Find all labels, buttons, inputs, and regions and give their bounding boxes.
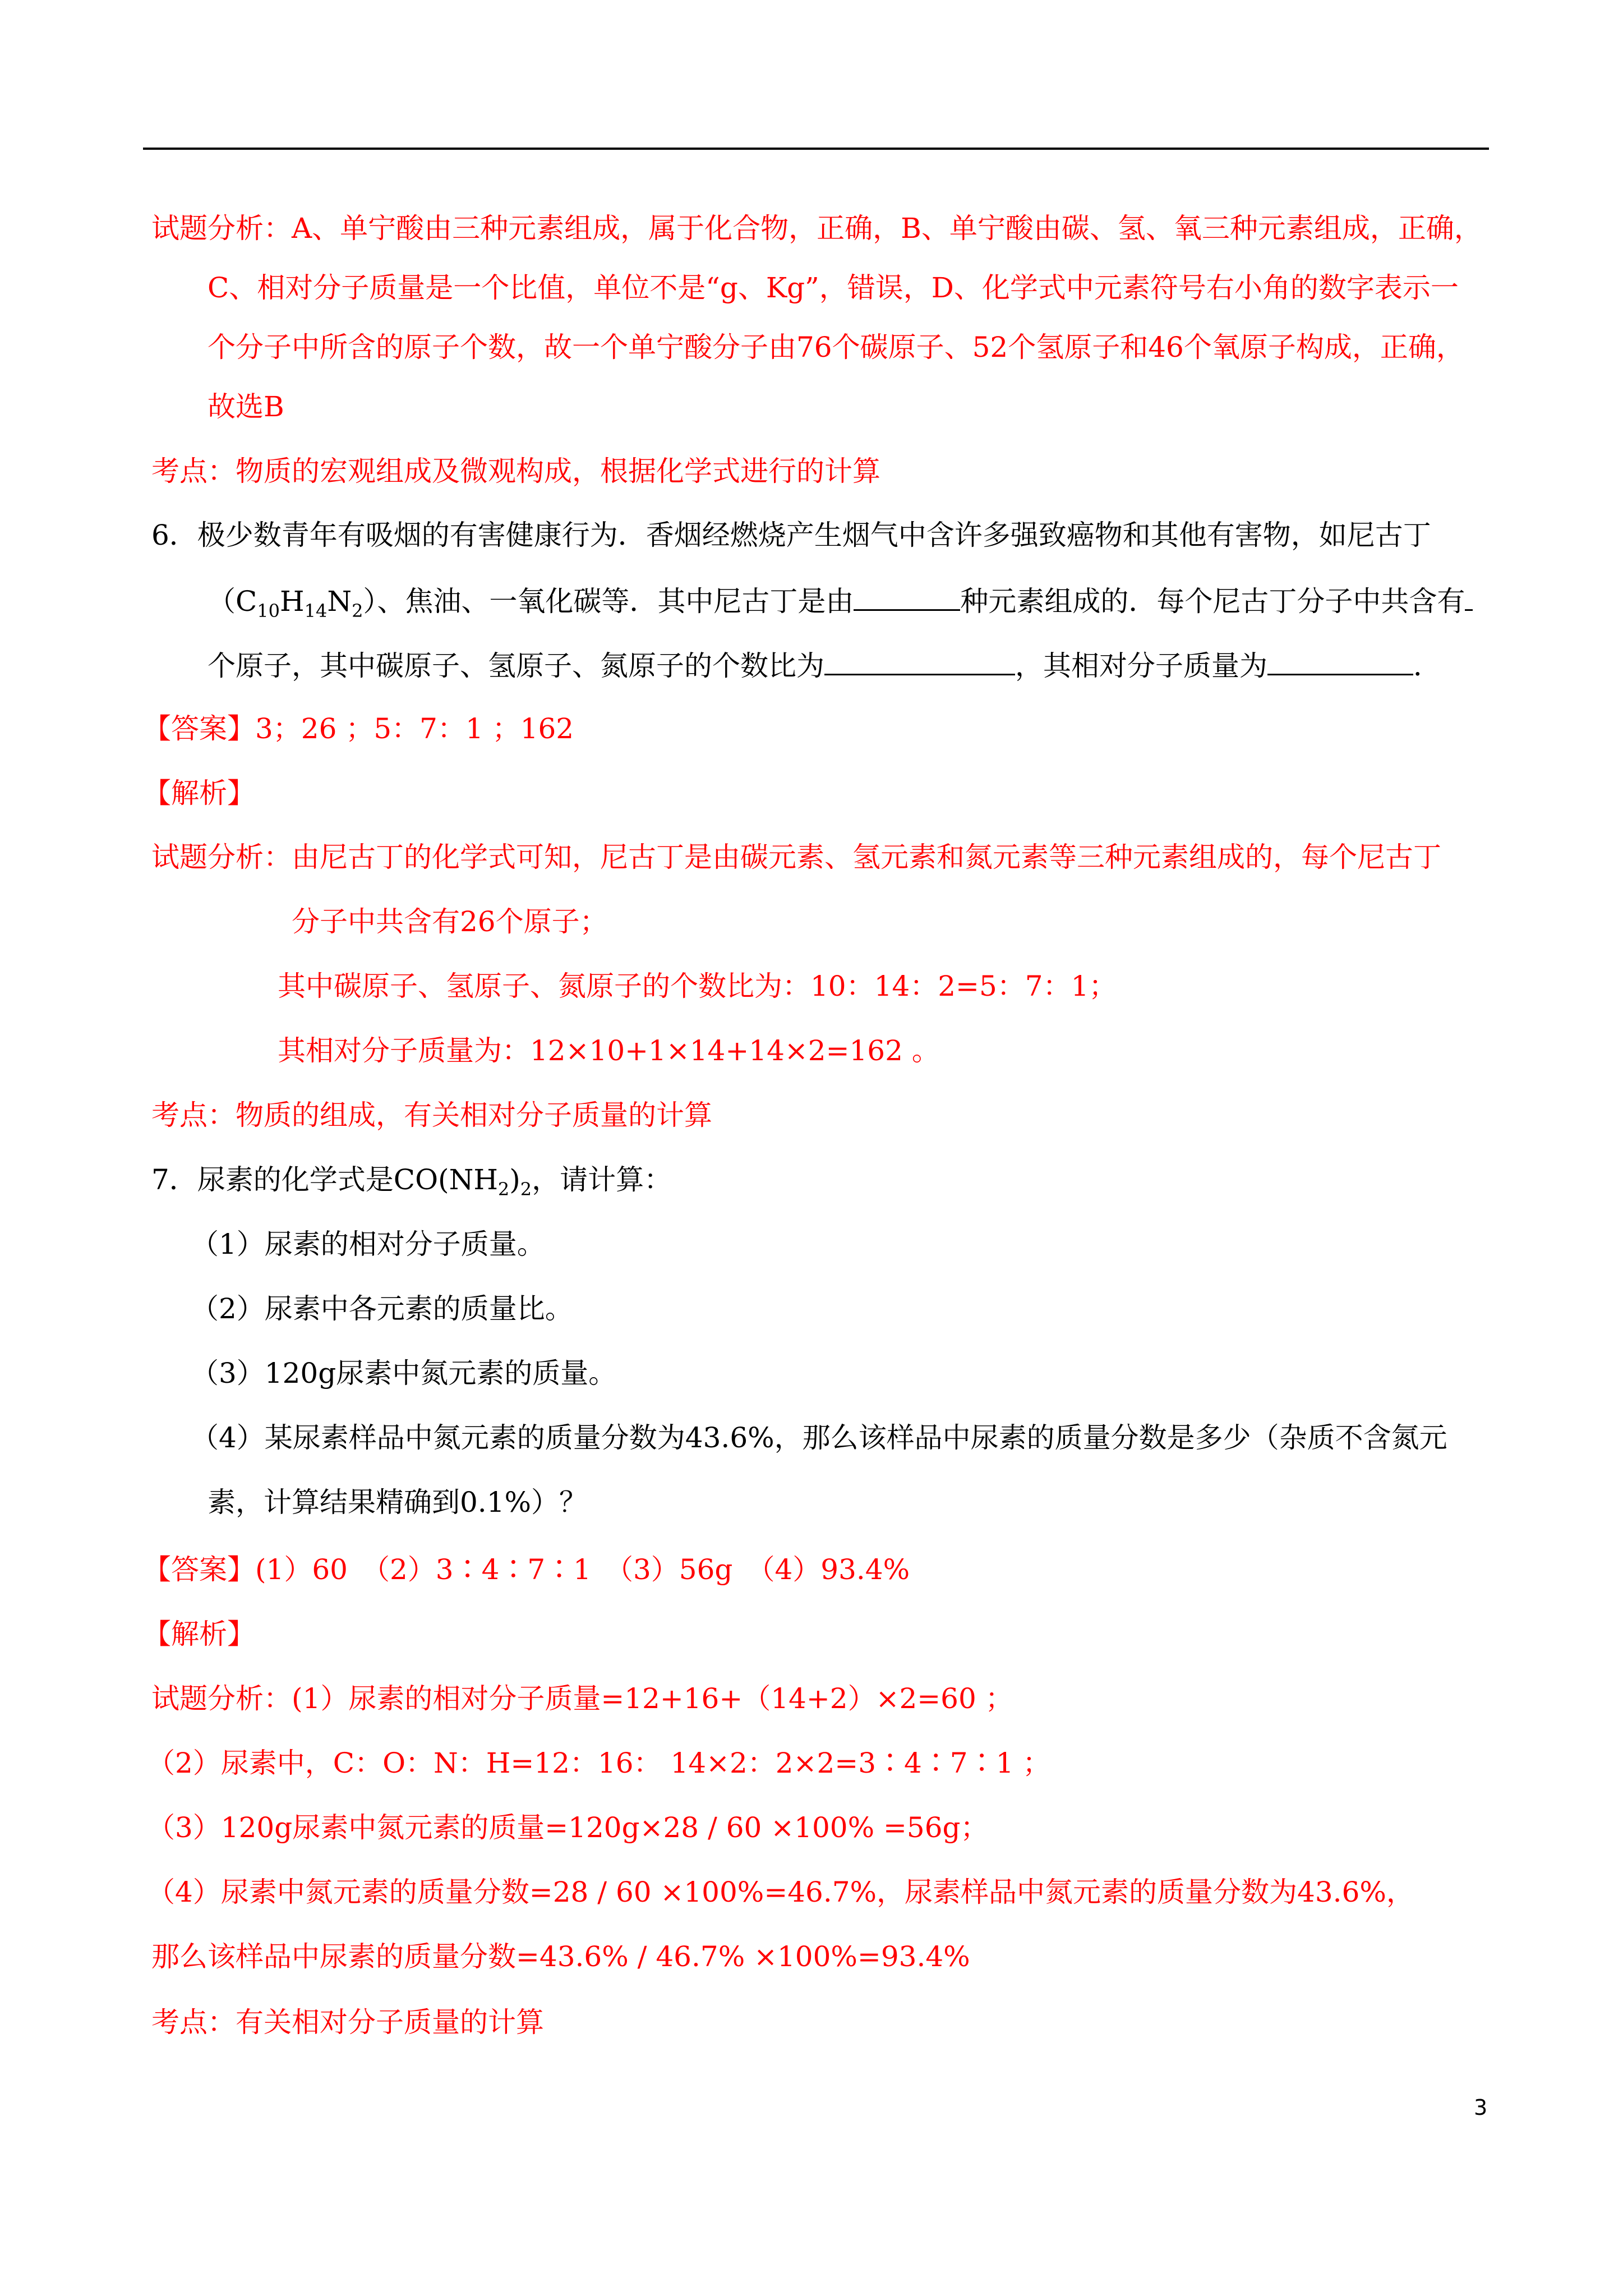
q5-kaodian: 考点：物质的宏观组成及微观构成，根据化学式进行的计算 <box>151 455 880 487</box>
q6-formula-sub-14: 14 <box>304 600 328 622</box>
q6-formula-sub-10: 10 <box>257 600 280 622</box>
q6-blank-elements[interactable] <box>854 580 960 611</box>
q7-stem-sub-2b: 2 <box>520 1179 532 1200</box>
q7-kaodian: 考点：有关相对分子质量的计算 <box>151 2006 544 2039</box>
q7-stem-c: ，请计算： <box>532 1163 672 1196</box>
q6-blank-mass[interactable] <box>1267 645 1413 675</box>
q7-analysis-2: （2）尿素中，C：O：N：H=12：16： 14×2：2×2=3∶4∶7∶1 ； <box>147 1747 1051 1779</box>
q7-analysis-4: （4）尿素中氮元素的质量分数=28 / 60 ×100%=46.7%，尿素样品中氮元素的质量分数为43.6%， <box>147 1876 1414 1908</box>
q6-kaodian: 考点：物质的组成，有关相对分子质量的计算 <box>151 1099 712 1131</box>
q7-stem-a: 7．尿素的化学式是CO(NH <box>151 1163 498 1196</box>
q7-stem-b: ) <box>509 1163 520 1196</box>
q6-stem-line-2-text: ）、焦油、一氧化碳等．其中尼古丁是由 <box>363 585 854 618</box>
q7-stem-sub-2: 2 <box>497 1179 510 1200</box>
q7-analysis-5: 那么该样品中尿素的质量分数=43.6% / 46.7% ×100%=93.4% <box>151 1940 970 1973</box>
q6-formula-h: H <box>279 585 305 618</box>
q6-analysis-line-4: 其相对分子质量为：12×10+1×14+14×2=162 。 <box>278 1034 940 1067</box>
q6-analysis-line-3: 其中碳原子、氢原子、氮原子的个数比为：10：14：2=5：7：1； <box>278 970 1117 1002</box>
q6-stem-line-3-end: ． <box>1413 650 1441 682</box>
page-number: 3 <box>1474 2095 1488 2120</box>
q6-stem-line-3 <box>208 645 1441 685</box>
q6-formula-sub-2: 2 <box>352 600 363 622</box>
q6-blank-atoms[interactable] <box>1465 580 1473 611</box>
q6-formula-n: N <box>327 585 352 618</box>
q7-part-4-line-2: 素，计算结果精确到0.1%）？ <box>208 1486 588 1519</box>
q7-jiexi-heading: 【解析】 <box>143 1618 255 1650</box>
q7-analysis-1: 试题分析：(1）尿素的相对分子质量=12+16+（14+2）×2=60 ； <box>151 1682 1013 1715</box>
q5-analysis-line-4: 故选B <box>208 390 284 423</box>
q7-part-1: （1）尿素的相对分子质量。 <box>191 1228 545 1260</box>
q7-stem <box>151 1160 672 1199</box>
q6-analysis-line-1: 试题分析：由尼古丁的化学式可知，尼古丁是由碳元素、氢元素和氮元素等三种元素组成的，每个尼古丁 <box>151 841 1441 873</box>
q6-stem-line-3-a: 个原子，其中碳原子、氢原子、氮原子的个数比为 <box>208 650 824 682</box>
q7-analysis-3: （3）120g尿素中氮元素的质量=120g×28 / 60 ×100% =56g； <box>147 1811 989 1844</box>
header-rule <box>143 148 1489 150</box>
q6-formula-open: （C <box>208 585 257 618</box>
q6-stem-line-1: 6．极少数青年有吸烟的有害健康行为．香烟经燃烧产生烟气中含许多强致癌物和其他有害物，如尼古丁 <box>151 519 1431 551</box>
q7-part-2: （2）尿素中各元素的质量比。 <box>191 1292 573 1325</box>
q6-blank-ratio[interactable] <box>824 645 1015 675</box>
q6-answer: 【答案】3；26 ；5：7：1 ；162 <box>143 712 574 745</box>
q6-analysis-line-2: 分子中共含有26个原子； <box>292 905 608 938</box>
q6-stem-line-2-mid: 种元素组成的．每个尼古丁分子中共含有 <box>960 585 1465 618</box>
q7-part-4-line-1: （4）某尿素样品中氮元素的质量分数为43.6%，那么该样品中尿素的质量分数是多少（杂质不含氮元 <box>191 1421 1447 1454</box>
q6-stem-line-3-b: ，其相对分子质量为 <box>1015 650 1267 682</box>
q6-jiexi-heading: 【解析】 <box>143 777 255 809</box>
q7-answer: 【答案】(1）60 （2）3∶4∶7∶1 （3）56g （4）93.4% <box>143 1553 910 1586</box>
q5-analysis-line-2: C、相对分子质量是一个比值，单位不是“g、Kg”，错误，D、化学式中元素符号右小角的数字表示一 <box>208 272 1459 304</box>
q6-stem-line-2 <box>208 580 1473 621</box>
q7-part-3: （3）120g尿素中氮元素的质量。 <box>191 1357 617 1389</box>
q5-analysis-line-3: 个分子中所含的原子个数，故一个单宁酸分子由76个碳原子、52个氢原子和46个氧原子构成，正确， <box>208 331 1464 364</box>
q5-analysis-line-1: 试题分析：A、单宁酸由三种元素组成，属于化合物，正确，B、单宁酸由碳、氢、氧三种元素组成，正确， <box>151 212 1482 245</box>
